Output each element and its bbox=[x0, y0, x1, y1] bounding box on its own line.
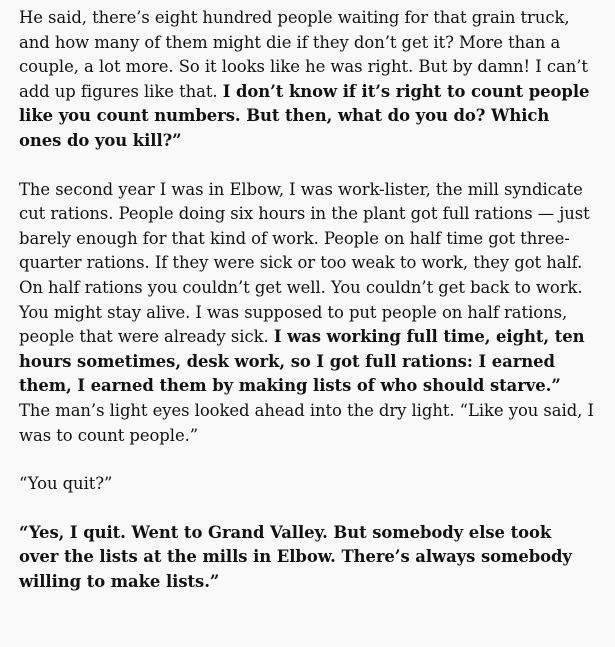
paragraph-3 bbox=[19, 472, 595, 497]
paragraph-2-bold-text: I was working full time, eight, ten hours sometimes, desk work, so I got full rations: I earned them, I earned them by making lists of who should starve.” bbox=[19, 327, 585, 396]
paragraph-4-bold-text: “Yes, I quit. Went to Grand Valley. But somebody else took over the lists at the mills in Elbow. There’s always somebody willing to make lists.” bbox=[19, 522, 572, 591]
text-page bbox=[19, 6, 595, 594]
paragraph-1 bbox=[19, 6, 595, 154]
paragraph-3-text: “You quit?” bbox=[19, 474, 113, 494]
paragraph-2 bbox=[19, 178, 595, 449]
paragraph-1-bold-text: I don’t know if it’s right to count people like you count numbers. But then, what do you do? Which ones do you kill?” bbox=[19, 81, 590, 150]
paragraph-2-text-1: The second year I was in Elbow, I was work-lister, the mill syndicate cut rations. People doing six hours in the plant got full rations — just barely enough for that kind of work. People on half time got three-quarter rations. If they were sick or too weak to work, they got half. On half rations you couldn’t get well. You couldn’t get back to work. You might stay alive. I was supposed to put people on half rations, people that were already sick. bbox=[19, 179, 590, 347]
paragraph-4 bbox=[19, 521, 595, 595]
paragraph-2-text-2: The man’s light eyes looked ahead into the dry light. “Like you said, I was to count people.” bbox=[19, 400, 594, 445]
paragraph-1-text-1: He said, there’s eight hundred people waiting for that grain truck, and how many of them might die if they don’t get it? More than a couple, a lot more. So it looks like he was right. But by damn! I can’t add up figures like that. bbox=[19, 8, 588, 101]
